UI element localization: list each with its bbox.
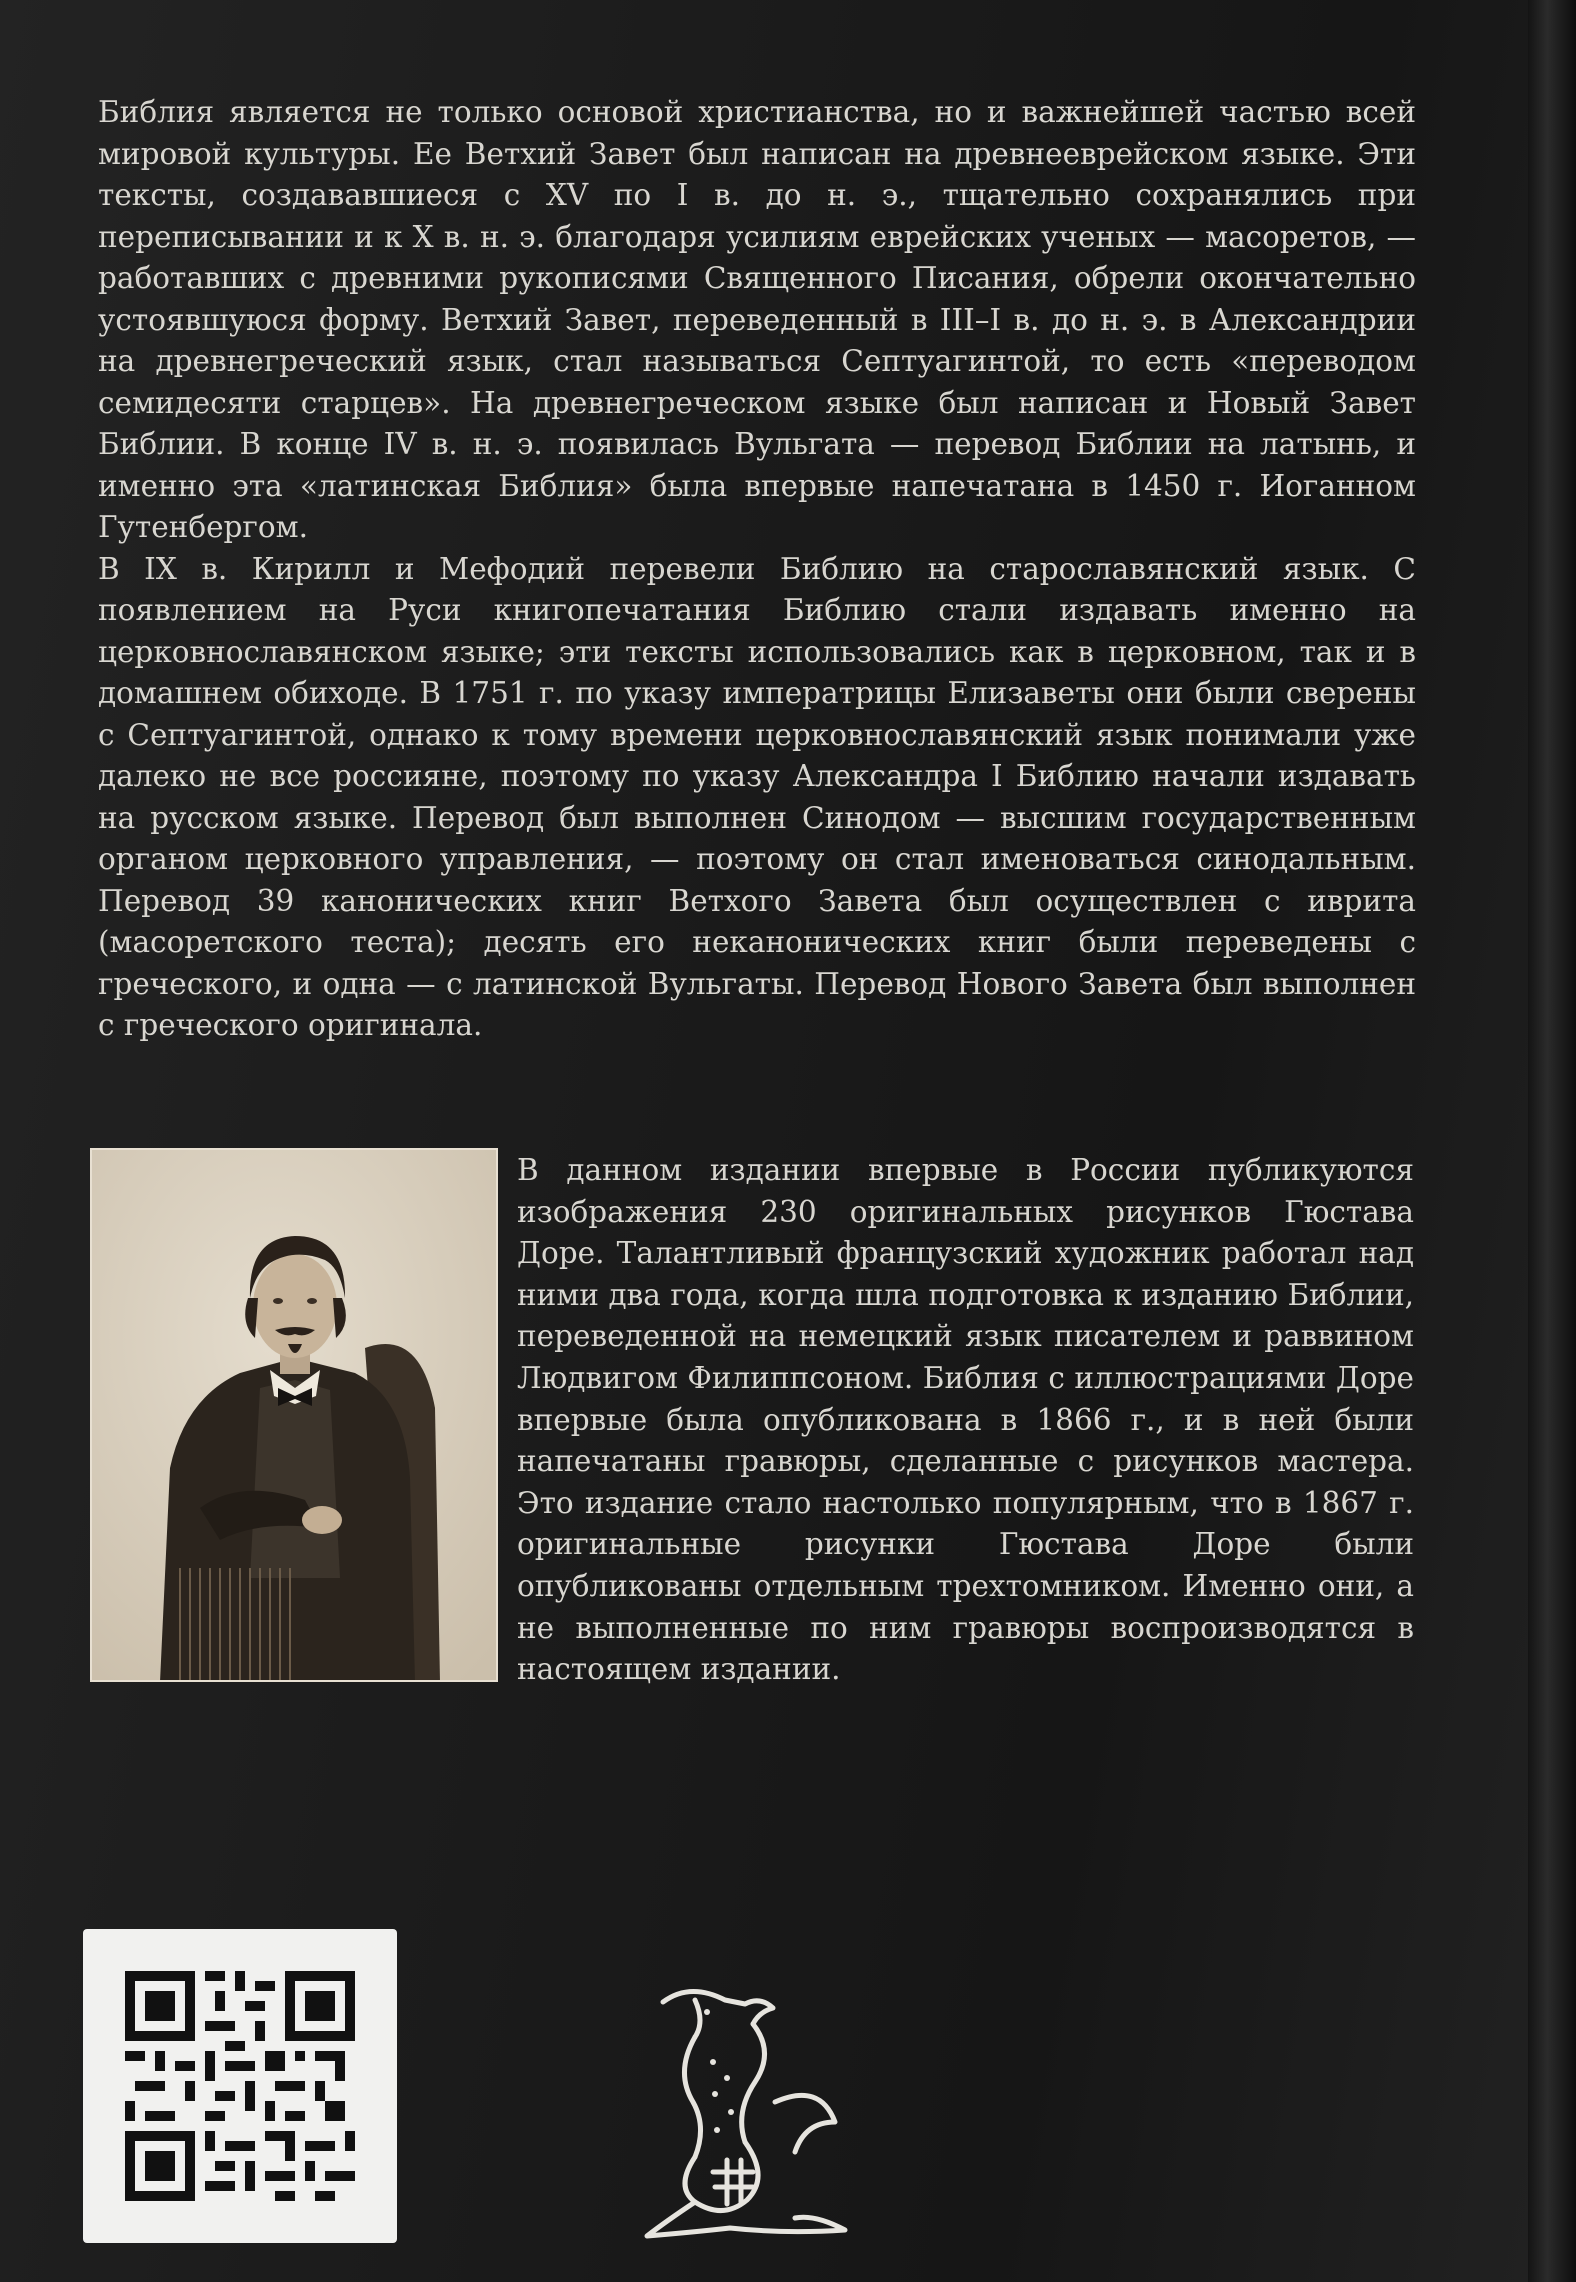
paragraph-russian-translation: В IX в. Кирилл и Мефодий перевели Библию на старославянский язык. С появлением на Руси книгопечатания Библию стали издавать именно на церковнославянском языке; эти тексты использовались как в церковном, так и в домашнем обиходе. В 1751 г. по указу императрицы Елизаветы они были сверены с Септуагинтой, однако к тому времени церковнославянский язык понимали уже далеко не все россияне, поэтому по указу Александра I Библию начали издавать на русском языке. Перевод был выполнен Синодом — высшим государственным органом церковного управления, — поэтому он стал именоваться синодальным. Перевод 39 канонических книг Ветхого Завета был осуществлен с иврита (масоретского теста); десять его неканонических книг были переведены с греческого, и одна — с латинской Вульгаты. Перевод Нового Завета был выполнен с греческого оригинала.	[98, 551, 1416, 1042]
dragon-logo-icon	[635, 1982, 865, 2242]
paragraph-bible-history: Библия является не только основой христианства, но и важнейшей частью всей мировой культуры. Ее Ветхий Завет был написан на древнееврейском языке. Эти тексты, создававшиеся с XV по I в. до н. э., тщательно сохранялись при переписывании и к X в. н. э. благодаря усилиям еврейских ученых — масоретов, — работавших с древними рукописями Священного Писания, обрели окончательно устоявшуюся форму. Ветхий Завет, переведенный в III–I в. до н. э. в Александрии на древнегреческий язык, стал называться Септуагинтой, то есть «переводом семидесяти старцев». На древнегреческом языке был написан и Новый Завет Библии. В конце IV в. н. э. появилась Вульгата — перевод Библии на латынь, и именно эта «латинская Библия» была впервые напечатана в 1450 г. Иоганном Гутенбергом.	[98, 95, 1416, 544]
qr-code-icon[interactable]	[83, 1929, 397, 2243]
qr-code-pattern	[125, 1971, 355, 2201]
main-text-block	[98, 92, 1416, 1047]
cover-edge	[1528, 0, 1576, 2282]
portrait-illustration	[90, 1148, 498, 1682]
caption-text: В данном издании впервые в России публикуются изображения 230 оригинальных рисунков Гюстава Доре. Талантливый французский художник работал над ними два года, когда шла подготовка к изданию Библии, переведенной на немецкий язык писателем и раввином Людвигом Филиппсоном. Библия с иллюстрациями Доре впервые была опубликована в 1866 г., и в ней были напечатаны гравюры, сделанные с рисунков мастера. Это издание стало настолько популярным, что в 1867 г. оригинальные рисунки Гюстава Доре были опубликованы отдельным трехтомником. Именно они, а не выполненные по ним гравюры воспроизводятся в настоящем издании.	[517, 1153, 1414, 1687]
dragon-logo-graphic	[635, 1982, 865, 2242]
portrait-photo	[90, 1148, 498, 1682]
